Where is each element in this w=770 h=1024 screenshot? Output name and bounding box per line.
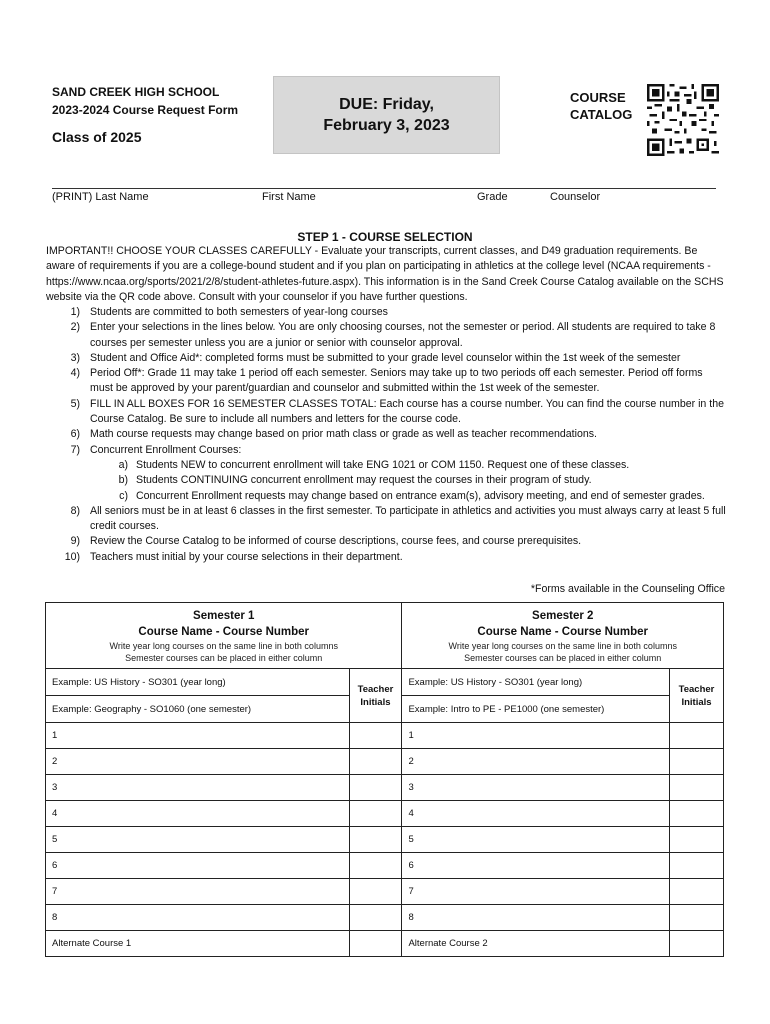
sem2-initials-cell[interactable] <box>670 879 724 905</box>
table-row <box>46 853 724 879</box>
class-of: Class of 2025 <box>52 129 142 145</box>
sub-list-item <box>46 473 726 488</box>
item-text: Concurrent Enrollment Courses: <box>90 443 242 456</box>
counselor-label: Counselor <box>550 191 601 203</box>
sem1-alternate-initials-cell[interactable] <box>349 931 402 957</box>
semester-1-note-2: Semester courses can be placed in either column <box>125 652 323 663</box>
sub-list-item <box>46 489 726 504</box>
sem2-course-cell[interactable]: 6 <box>402 853 670 879</box>
sub-item-letter: c) <box>119 489 128 502</box>
sub-list-item <box>46 458 726 473</box>
sem2-example-2: Example: Intro to PE - PE1000 (one semester) <box>402 696 670 723</box>
sem1-initials-cell[interactable] <box>349 879 402 905</box>
list-item <box>46 397 726 428</box>
due-date-box <box>273 76 500 154</box>
sem1-course-cell[interactable]: 5 <box>46 827 350 853</box>
form-title: 2023-2024 Course Request Form <box>52 103 239 117</box>
sub-item-text: Students NEW to concurrent enrollment will take ENG 1021 or COM 1150. Request one of these classes. <box>136 458 630 471</box>
sem1-initials-cell[interactable] <box>349 723 402 749</box>
item-text: Students are committed to both semesters of year-long courses <box>90 306 388 318</box>
sem2-initials-cell[interactable] <box>670 801 724 827</box>
grade-label: Grade <box>477 191 508 203</box>
semester-2-subtitle: Course Name - Course Number <box>477 625 649 638</box>
sem2-initials-cell[interactable] <box>670 775 724 801</box>
sem2-teacher-initials-header <box>670 669 724 723</box>
item-text: All seniors must be in at least 6 classes in the first semester. To participate in athletics and activities you must always carry at least 5 full credit courses. <box>90 504 726 533</box>
sem2-course-cell[interactable]: 2 <box>402 749 670 775</box>
teacher-label: Teacher <box>678 683 715 695</box>
step1-title: STEP 1 - COURSE SELECTION <box>297 230 473 244</box>
sem1-alternate-cell[interactable]: Alternate Course 1 <box>46 931 350 957</box>
list-item <box>46 550 726 565</box>
sem2-initials-cell[interactable] <box>670 905 724 931</box>
sem1-initials-cell[interactable] <box>349 775 402 801</box>
sem2-alternate-cell[interactable]: Alternate Course 2 <box>402 931 670 957</box>
table-row <box>46 801 724 827</box>
sem2-course-cell[interactable]: 5 <box>402 827 670 853</box>
teacher-label: Teacher <box>357 683 394 695</box>
item-number: 7) <box>70 443 80 456</box>
sem1-initials-cell[interactable] <box>349 827 402 853</box>
item-text: Teachers must initial by your course selections in their department. <box>90 550 403 563</box>
semester-1-note-1: Write year long courses on the same line in both columns <box>109 640 338 651</box>
semester-1-header <box>46 603 402 669</box>
list-item <box>46 305 726 320</box>
list-item <box>46 366 726 397</box>
course-catalog-label <box>570 89 632 123</box>
sem1-initials-cell[interactable] <box>349 853 402 879</box>
table-row <box>46 879 724 905</box>
item-text: Student and Office Aid*: completed forms must be submitted to your grade level counselor within the 1st week of the semester <box>90 351 681 364</box>
item-text: Period Off*: Grade 11 may take 1 period off each semester. Seniors may take up to two periods off each semester. Period off forms must be approved by your parent/guardian and counselor and submitted within the 1st week of the semester. <box>90 367 703 395</box>
table-row <box>46 723 724 749</box>
name-line[interactable] <box>52 188 716 189</box>
sem2-course-cell[interactable]: 3 <box>402 775 670 801</box>
school-header <box>52 83 238 119</box>
due-line-2: February 3, 2023 <box>323 117 450 134</box>
list-item <box>46 534 726 549</box>
sem2-example-1: Example: US History - SO301 (year long) <box>402 669 670 696</box>
initials-label: Initials <box>360 696 391 708</box>
table-row <box>46 905 724 931</box>
course-selection-table <box>45 602 724 957</box>
sem1-initials-cell[interactable] <box>349 801 402 827</box>
sem1-course-cell[interactable]: 8 <box>46 905 350 931</box>
sem2-initials-cell[interactable] <box>670 827 724 853</box>
sem1-teacher-initials-header <box>349 669 402 723</box>
sub-item-text: Concurrent Enrollment requests may change based on entrance exam(s), advisory meeting, and end of semester grades. <box>136 489 705 502</box>
semester-2-note-1: Write year long courses on the same line in both columns <box>448 640 677 651</box>
semester-2-note-2: Semester courses can be placed in either column <box>464 652 662 663</box>
sem2-course-cell[interactable]: 8 <box>402 905 670 931</box>
item-number: 10) <box>64 550 80 563</box>
forms-note: *Forms available in the Counseling Office <box>530 583 725 595</box>
table-row <box>46 827 724 853</box>
semester-2-title: Semester 2 <box>532 609 594 622</box>
semester-2-header <box>402 603 724 669</box>
semester-1-subtitle: Course Name - Course Number <box>138 625 310 638</box>
sem2-initials-cell[interactable] <box>670 723 724 749</box>
table-row <box>46 775 724 801</box>
item-number: 3) <box>70 351 80 364</box>
sem1-initials-cell[interactable] <box>349 905 402 931</box>
item-text: Math course requests may change based on prior math class or grade as well as teacher recommendations. <box>90 428 597 441</box>
qr-code-icon[interactable] <box>647 84 719 156</box>
semester-1-title: Semester 1 <box>193 609 255 622</box>
school-name: SAND CREEK HIGH SCHOOL <box>52 85 220 99</box>
sem1-course-cell[interactable]: 2 <box>46 749 350 775</box>
due-line-1: DUE: Friday, <box>339 96 434 113</box>
sub-item-letter: b) <box>118 474 128 487</box>
item-number: 4) <box>70 367 80 380</box>
sem2-course-cell[interactable]: 4 <box>402 801 670 827</box>
table-row <box>46 931 724 957</box>
sem1-course-cell[interactable]: 6 <box>46 853 350 879</box>
sem2-course-cell[interactable]: 7 <box>402 879 670 905</box>
sem2-initials-cell[interactable] <box>670 853 724 879</box>
initials-label: Initials <box>681 696 712 708</box>
item-text: FILL IN ALL BOXES FOR 16 SEMESTER CLASSES TOTAL: Each course has a course number. You can find the course number in the Course Catalog. Be sure to include all numbers and letters for the course code. <box>90 397 724 426</box>
sem1-example-2: Example: Geography - SO1060 (one semester) <box>46 696 350 723</box>
item-number: 5) <box>70 397 80 410</box>
list-item <box>46 320 726 351</box>
instructions-list <box>46 305 726 565</box>
sem1-course-cell[interactable]: 4 <box>46 801 350 827</box>
item-number: 1) <box>70 306 80 318</box>
last-name-label: (PRINT) Last Name <box>52 191 149 203</box>
list-item <box>46 427 726 442</box>
sem1-example-1: Example: US History - SO301 (year long) <box>46 669 350 696</box>
sub-item-letter: a) <box>118 458 128 471</box>
sem1-course-cell[interactable]: 7 <box>46 879 350 905</box>
sem1-initials-cell[interactable] <box>349 749 402 775</box>
item-number: 8) <box>70 504 80 517</box>
item-number: 2) <box>70 321 80 334</box>
sem2-alternate-initials-cell[interactable] <box>670 931 724 957</box>
sem2-course-cell[interactable]: 1 <box>402 723 670 749</box>
table-row <box>46 749 724 775</box>
first-name-label: First Name <box>262 191 316 203</box>
list-item <box>46 351 726 366</box>
sem1-course-cell[interactable]: 1 <box>46 723 350 749</box>
list-item <box>46 443 726 458</box>
catalog-line-1: COURSE <box>570 90 626 105</box>
item-number: 6) <box>70 428 80 441</box>
sem2-initials-cell[interactable] <box>670 749 724 775</box>
sem1-course-cell[interactable]: 3 <box>46 775 350 801</box>
item-text: Enter your selections in the lines below. You are only choosing courses, not the semester or period. All students are required to take 8 courses per semester unless you are a junior or senior with counselor approval. <box>90 321 716 349</box>
list-item <box>46 504 726 535</box>
catalog-line-2: CATALOG <box>570 107 633 122</box>
sub-item-text: Students CONTINUING concurrent enrollment may request the courses in their program of study. <box>136 474 592 487</box>
item-number: 9) <box>70 535 80 548</box>
item-text: Review the Course Catalog to be informed of course descriptions, course fees, and course prerequisites. <box>90 535 582 548</box>
step1-intro: IMPORTANT!! CHOOSE YOUR CLASSES CAREFULLY - Evaluate your transcripts, current classes, and D49 graduation requirements. Be aware of requirements if you are a college-bound student and if you plan on participating in athletics at the college level (NCAA requirements - https://www.ncaa.org/sports/2021/2/8/student-athletes-future.aspx). This information is in the Sand Creek Course Catalog available on the SCHS website via the QR code above. Consult with your counselor if you have further questions. <box>46 245 724 303</box>
